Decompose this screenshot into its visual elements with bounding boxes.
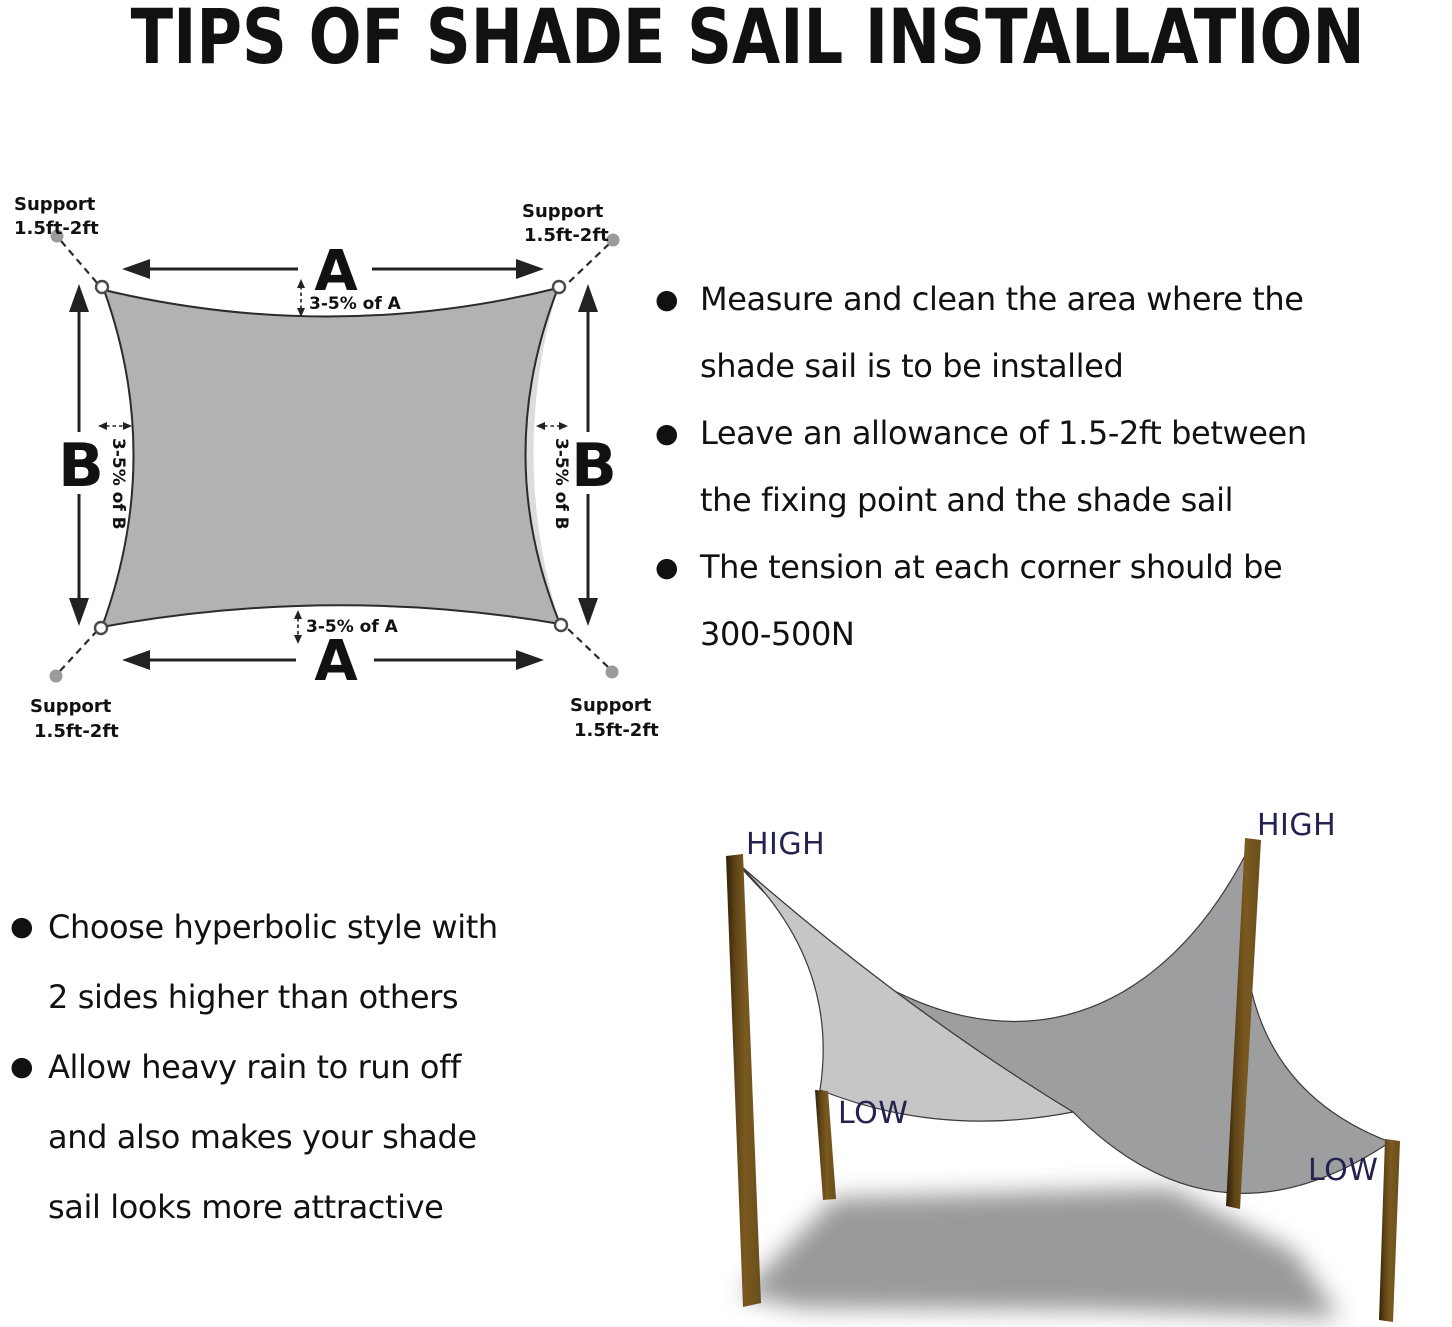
tip-line: 300-500N bbox=[700, 615, 855, 653]
support-label-top-right bbox=[522, 201, 609, 246]
post-high-left bbox=[726, 854, 761, 1307]
tip-line: ● Leave an allowance of 1.5-2ft between bbox=[655, 400, 1452, 467]
tip-line: the fixing point and the shade sail bbox=[700, 481, 1234, 519]
support-word: Support bbox=[30, 696, 112, 717]
sail-lobe-front bbox=[734, 860, 1073, 1121]
curve-note-right bbox=[536, 422, 571, 530]
dimension-b-left bbox=[58, 284, 104, 626]
tip-line: and also makes your shade bbox=[48, 1118, 477, 1156]
tip-line: 2 sides higher than others bbox=[48, 978, 459, 1016]
low-label-left: LOW bbox=[838, 1096, 909, 1131]
pct-of-a-bottom: 3-5% of A bbox=[306, 617, 398, 637]
hyperbolic-sail-illustration bbox=[640, 790, 1452, 1327]
side-a-label-bottom: A bbox=[314, 629, 358, 694]
support-range: 1.5ft-2ft bbox=[14, 218, 99, 239]
pct-of-a-top: 3-5% of A bbox=[309, 294, 401, 314]
support-label-bottom-left bbox=[30, 696, 119, 740]
support-range: 1.5ft-2ft bbox=[524, 225, 609, 246]
post-low-right bbox=[1379, 1139, 1400, 1322]
tip-line: ● The tension at each corner should be bbox=[655, 534, 1452, 601]
pct-of-b-left: 3-5% of B bbox=[108, 438, 128, 530]
support-range: 1.5ft-2ft bbox=[34, 721, 119, 740]
sail-shape bbox=[102, 288, 560, 627]
pct-of-b-right: 3-5% of B bbox=[551, 438, 571, 530]
low-label-right: LOW bbox=[1308, 1153, 1379, 1188]
side-b-label-left: B bbox=[58, 431, 104, 501]
support-range: 1.5ft-2ft bbox=[574, 720, 659, 740]
installation-tips-list bbox=[655, 266, 1452, 668]
dimension-b-right bbox=[571, 284, 617, 626]
support-word: Support bbox=[14, 194, 96, 215]
post-low-left bbox=[815, 1090, 836, 1200]
support-label-top-left bbox=[14, 194, 99, 239]
support-word: Support bbox=[522, 201, 604, 222]
tip-line: ● Choose hyperbolic style with bbox=[10, 892, 635, 962]
high-label-left: HIGH bbox=[746, 827, 826, 862]
tip-line: shade sail is to be installed bbox=[700, 347, 1124, 385]
high-label-right: HIGH bbox=[1257, 808, 1337, 843]
ground-shadow bbox=[740, 1188, 1340, 1318]
page-title: TIPS OF SHADE SAIL INSTALLATION bbox=[130, 0, 1365, 81]
support-word: Support bbox=[570, 695, 652, 716]
tip-line: ● Measure and clean the area where the bbox=[655, 266, 1452, 333]
dimension-a-bottom bbox=[122, 629, 544, 694]
shade-sail-measurement-diagram bbox=[0, 180, 680, 740]
side-a-label-top: A bbox=[314, 239, 358, 304]
tip-line: sail looks more attractive bbox=[48, 1188, 444, 1226]
hyperbolic-tips-list bbox=[10, 892, 635, 1242]
tip-line: ● Allow heavy rain to run off bbox=[10, 1032, 635, 1102]
side-b-label-right: B bbox=[571, 431, 617, 501]
support-label-bottom-right bbox=[570, 695, 659, 740]
